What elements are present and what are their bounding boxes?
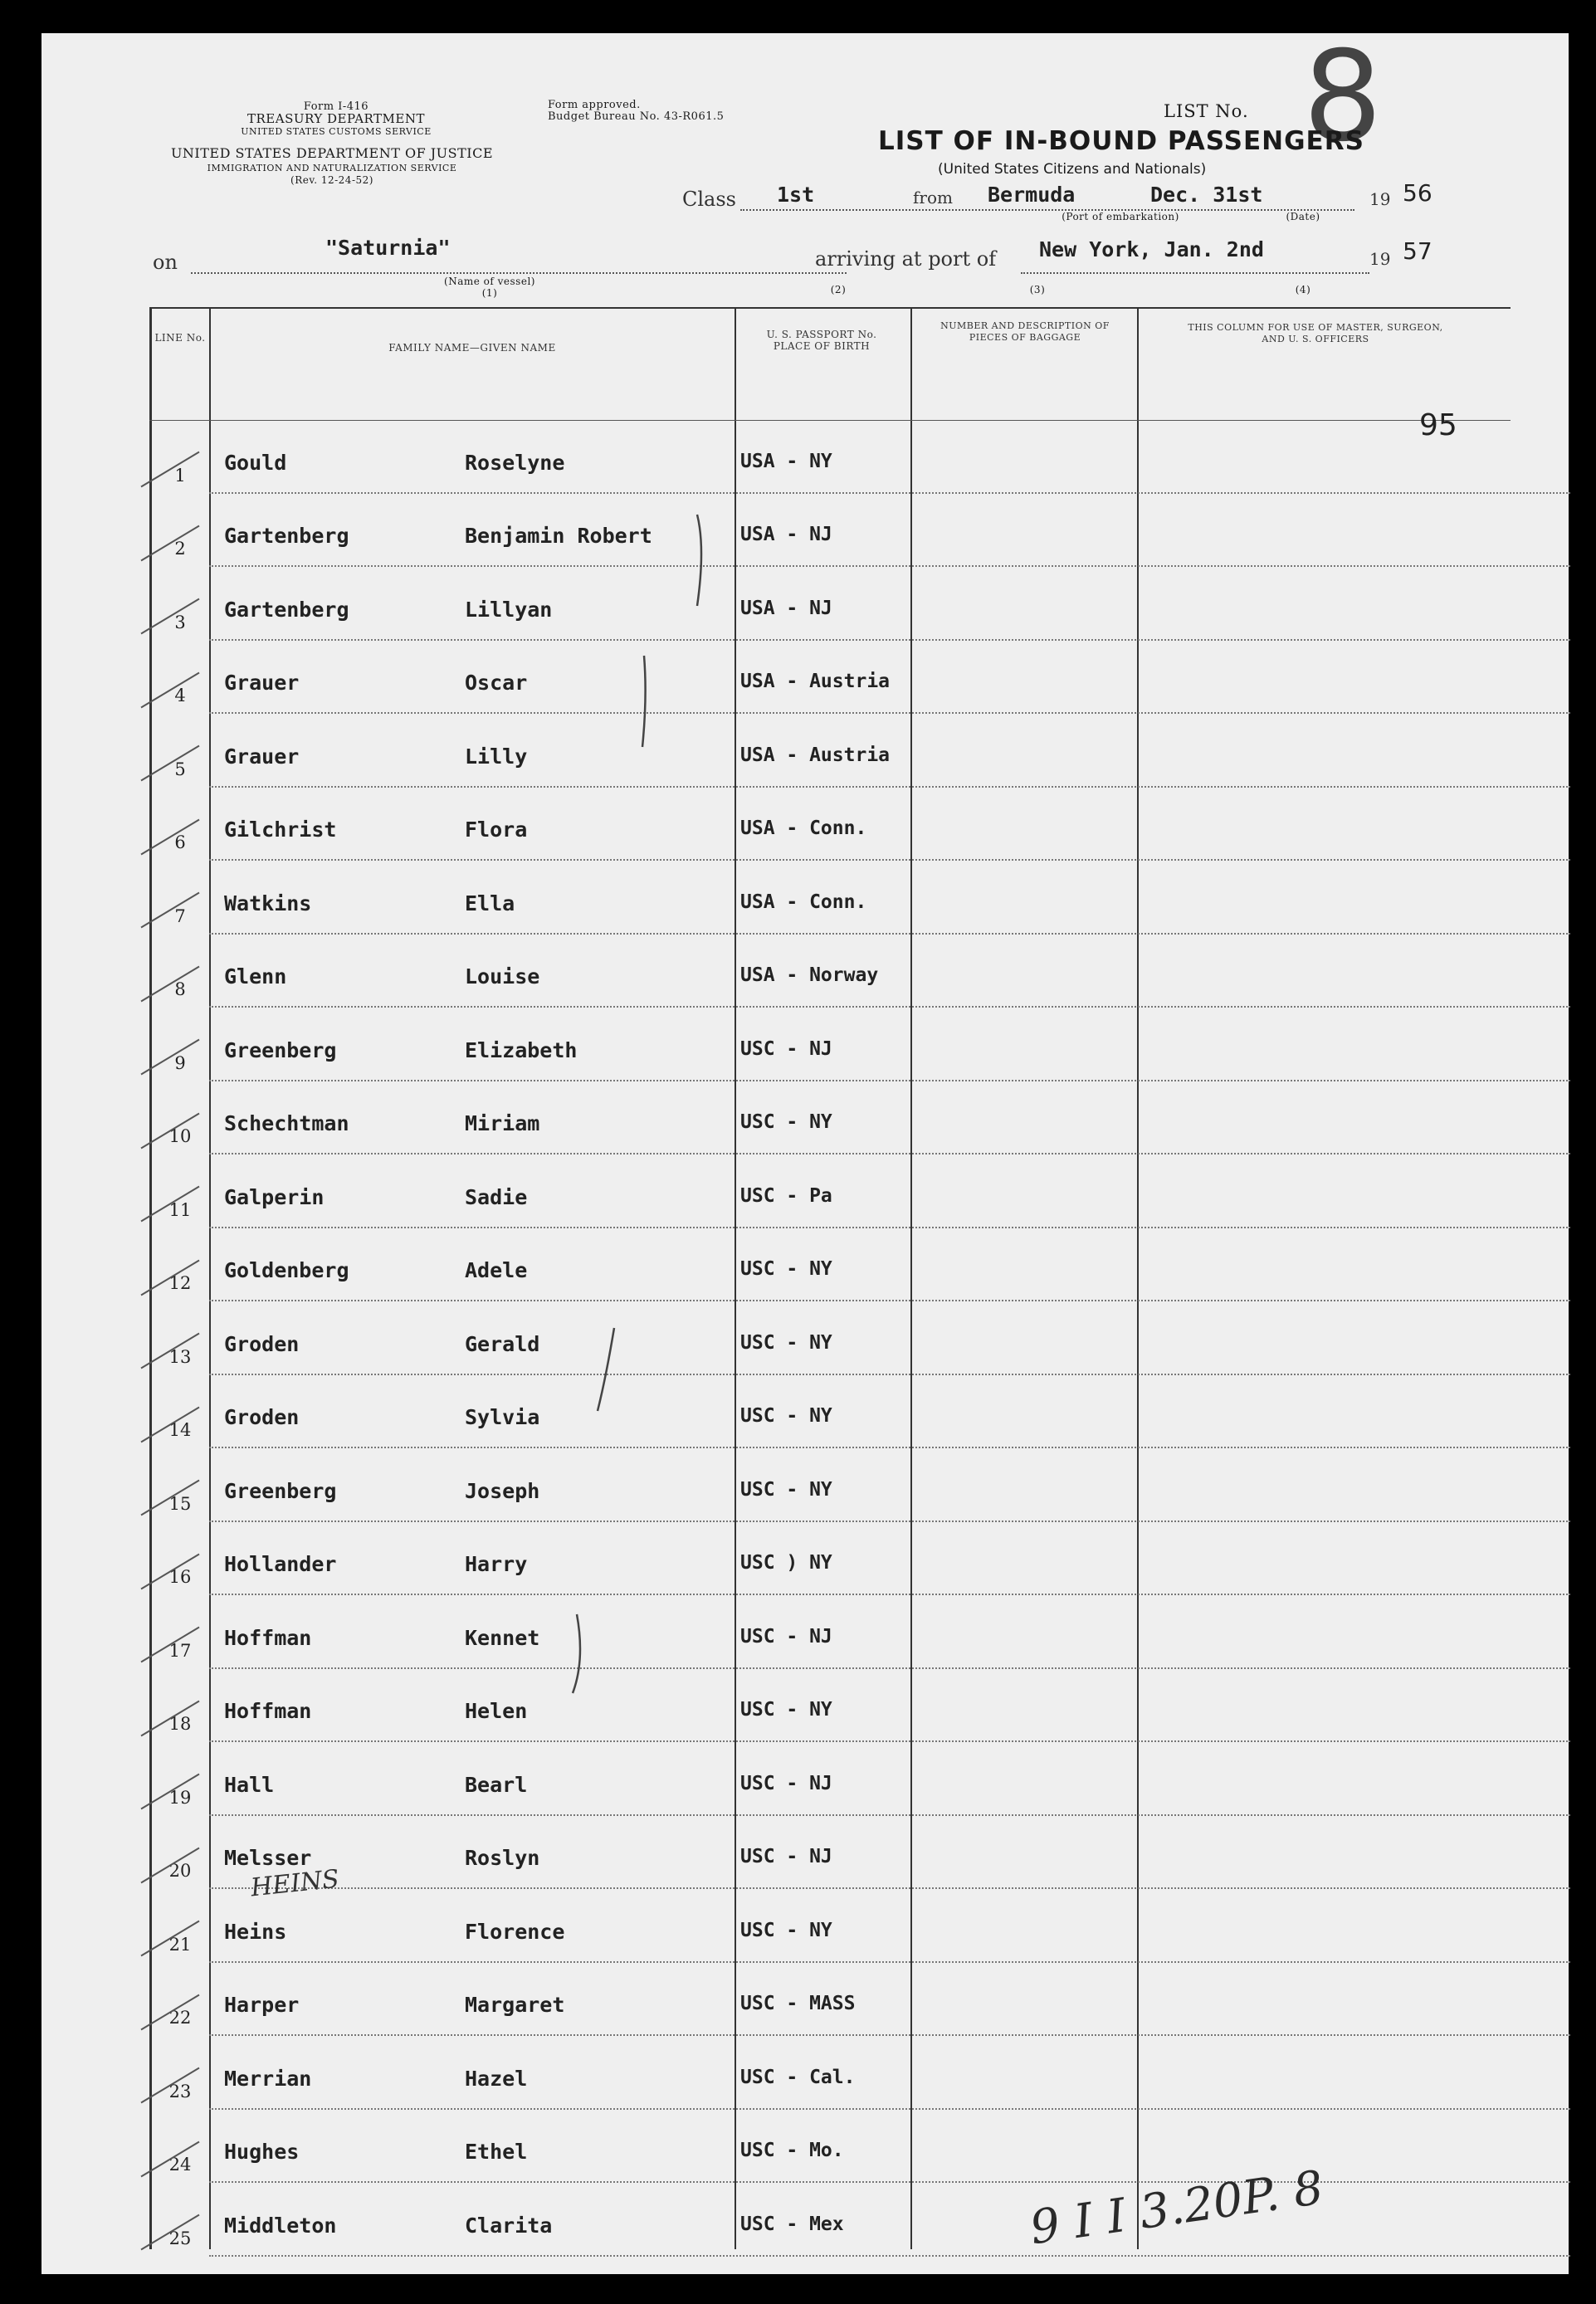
from-label: from — [913, 188, 953, 207]
arrival-year: 57 — [1403, 237, 1432, 265]
family-name: Heins — [224, 1919, 287, 1944]
place-of-birth: USC ) NY — [740, 1552, 832, 1574]
place-of-birth: USA - Austria — [740, 744, 891, 766]
port-of-embarkation: Bermuda — [988, 183, 1076, 207]
line-number: 12 — [168, 1273, 192, 1293]
line-number: 14 — [168, 1420, 192, 1440]
embarkation-date: Dec. 31st — [1150, 183, 1263, 207]
class-value: 1st — [777, 183, 815, 207]
given-name: Helen — [465, 1699, 528, 1723]
given-name: Joseph — [465, 1478, 540, 1503]
place-of-birth: USA - Norway — [740, 964, 879, 986]
line-number: 21 — [168, 1934, 192, 1955]
customs-service: UNITED STATES CUSTOMS SERVICE — [241, 126, 432, 137]
given-name: Roselyne — [465, 450, 565, 475]
line-number: 19 — [168, 1787, 192, 1808]
place-of-birth: USC - NY — [740, 1258, 832, 1280]
given-name: Sylvia — [465, 1405, 540, 1429]
line-number: 6 — [174, 832, 186, 852]
place-of-birth: USA - Conn. — [740, 891, 867, 913]
family-name: Groden — [224, 1331, 300, 1356]
place-of-birth: USC - NJ — [740, 1772, 832, 1794]
port-embark-caption: (Port of embarkation) — [1062, 211, 1179, 222]
line-number: 11 — [168, 1199, 192, 1220]
family-name: Melsser — [224, 1846, 312, 1870]
place-of-birth: USC - NY — [740, 1405, 832, 1427]
place-of-birth: USC - Mex — [740, 2213, 844, 2235]
given-name: Flora — [465, 818, 528, 842]
place-of-birth: USA - Conn. — [740, 818, 867, 839]
bracket-stroke-1 — [697, 515, 701, 606]
family-name: Gartenberg — [224, 597, 349, 622]
budget-bureau: Budget Bureau No. 43-R061.5 — [548, 110, 725, 123]
line-number: 2 — [174, 539, 186, 559]
given-name: Margaret — [465, 1993, 565, 2017]
family-name: Grauer — [224, 671, 300, 695]
line-number: 10 — [168, 1126, 192, 1146]
given-name: Gerald — [465, 1331, 540, 1356]
place-of-birth: USA - NJ — [740, 597, 832, 619]
department-of-justice: UNITED STATES DEPARTMENT OF JUSTICE — [170, 145, 494, 161]
line-number: 16 — [168, 1567, 192, 1587]
line-number: 3 — [174, 612, 186, 632]
family-name: Greenberg — [224, 1478, 337, 1503]
line-number: 9 — [174, 1052, 186, 1073]
bracket-stroke-3 — [598, 1328, 614, 1411]
list-no-label: LIST No. — [1164, 101, 1249, 121]
list-number: 8 — [1303, 25, 1383, 169]
given-name: Lillyan — [465, 597, 553, 622]
vessel-caption: (Name of vessel) — [444, 276, 535, 287]
family-name: Gould — [224, 450, 287, 475]
place-of-birth: USC - NJ — [740, 1625, 832, 1647]
line-number: 25 — [168, 2228, 192, 2248]
place-of-birth: USC - Mo. — [740, 2140, 844, 2161]
family-name: Hoffman — [224, 1699, 312, 1723]
place-of-birth: USC - NJ — [740, 1846, 832, 1867]
place-of-birth: USC - Cal. — [740, 2066, 856, 2088]
line-number: 5 — [174, 759, 186, 779]
place-of-birth: USC - NY — [740, 1331, 832, 1354]
caption-3: (3) — [1029, 284, 1046, 295]
family-name: Grauer — [224, 744, 300, 769]
on-label: on — [153, 251, 178, 274]
handwritten-tick-marks — [41, 33, 1569, 2274]
line-number: 17 — [168, 1640, 192, 1661]
vessel-name: "Saturnia" — [325, 236, 451, 260]
given-name: Florence — [465, 1919, 565, 1944]
family-name: Groden — [224, 1405, 300, 1429]
line-number: 4 — [174, 686, 186, 705]
col-head-name: FAMILY NAME—GIVEN NAME — [388, 342, 556, 354]
family-name: Merrian — [224, 2066, 312, 2091]
given-name: Adele — [465, 1258, 528, 1282]
place-of-birth: USC - NJ — [740, 1037, 832, 1060]
col-head-passport: U. S. PASSPORT No. PLACE OF BIRTH — [766, 329, 877, 352]
line-number: 18 — [168, 1714, 192, 1734]
class-label: Class — [682, 188, 736, 211]
family-name: Glenn — [224, 964, 287, 988]
arrival-port-date: New York, Jan. 2nd — [1039, 237, 1264, 261]
form-number: Form I-416 — [303, 100, 369, 113]
embarkation-year: 56 — [1403, 179, 1432, 207]
place-of-birth: USC - NY — [740, 1919, 832, 1941]
family-name: Hall — [224, 1772, 275, 1797]
col-head-officers: THIS COLUMN FOR USE OF MASTER, SURGEON, AND U. S. OFFICERS — [1188, 322, 1443, 344]
family-name: Harper — [224, 1993, 300, 2017]
immigration-service: IMMIGRATION AND NATURALIZATION SERVICE — [207, 163, 457, 173]
line-number: 20 — [168, 1861, 192, 1881]
place-of-birth: USA - NY — [740, 450, 832, 472]
line-number: 22 — [168, 2008, 192, 2028]
family-name: Galperin — [224, 1184, 325, 1209]
col-head-line-no: LINE No. — [154, 332, 206, 344]
place-of-birth: USC - NY — [740, 1699, 832, 1721]
line-number: 15 — [168, 1493, 192, 1514]
handwritten-bottom-note: 9 I I 3.20P. 8 — [1027, 2160, 1327, 2256]
family-name: Middleton — [224, 2213, 337, 2238]
year-prefix-2: 19 — [1369, 249, 1391, 269]
given-name: Ethel — [465, 2140, 528, 2164]
place-of-birth: USC - NY — [740, 1478, 832, 1501]
given-name: Clarita — [465, 2213, 553, 2238]
place-of-birth: USA - NJ — [740, 524, 832, 545]
date-caption: (Date) — [1286, 211, 1320, 222]
bracket-stroke-2 — [642, 656, 646, 747]
given-name: Ella — [465, 891, 515, 915]
family-name: Hughes — [224, 2140, 300, 2164]
corner-number: 95 — [1419, 408, 1457, 442]
form-approved: Form approved. — [548, 99, 641, 111]
family-name: Hoffman — [224, 1625, 312, 1650]
place-of-birth: USC - NY — [740, 1111, 832, 1133]
family-name: Schechtman — [224, 1111, 349, 1135]
place-of-birth: USA - Austria — [740, 671, 891, 692]
family-name: Hollander — [224, 1552, 337, 1576]
line-number: 23 — [168, 2081, 192, 2101]
family-name: Goldenberg — [224, 1258, 349, 1282]
place-of-birth: USC - Pa — [740, 1184, 832, 1207]
given-name: Elizabeth — [465, 1037, 578, 1062]
line-number: 1 — [174, 465, 186, 486]
given-name: Sadie — [465, 1184, 528, 1209]
caption-1: (1) — [481, 287, 498, 299]
line-number: 8 — [174, 979, 186, 999]
line-number: 7 — [174, 905, 186, 926]
col-head-baggage: NUMBER AND DESCRIPTION OF PIECES OF BAGGAGE — [940, 320, 1110, 343]
family-name: Gartenberg — [224, 524, 349, 548]
caption-2: (2) — [830, 284, 847, 295]
handwritten-heins-note: HEINS — [249, 1864, 341, 1903]
page-subtitle: (United States Citizens and Nationals) — [938, 161, 1207, 178]
given-name: Lilly — [465, 744, 528, 769]
given-name: Miriam — [465, 1111, 540, 1135]
treasury-department: TREASURY DEPARTMENT — [247, 111, 425, 126]
caption-4: (4) — [1295, 284, 1311, 295]
given-name: Bearl — [465, 1772, 528, 1797]
year-prefix-1: 19 — [1369, 189, 1391, 209]
passenger-manifest-sheet — [41, 25, 1569, 2274]
given-name: Kennet — [465, 1625, 540, 1650]
given-name: Roslyn — [465, 1846, 540, 1870]
arriving-label: arriving at port of — [815, 247, 997, 271]
family-name: Gilchrist — [224, 818, 337, 842]
given-name: Oscar — [465, 671, 528, 695]
page-title: LIST OF IN-BOUND PASSENGERS — [878, 126, 1364, 156]
given-name: Hazel — [465, 2066, 528, 2091]
bracket-stroke-4 — [573, 1614, 580, 1693]
line-number: 13 — [168, 1346, 192, 1367]
family-name: Greenberg — [224, 1037, 337, 1062]
revision-date: (Rev. 12-24-52) — [290, 174, 373, 186]
place-of-birth: USC - MASS — [740, 1993, 856, 2014]
given-name: Harry — [465, 1552, 528, 1576]
given-name: Benjamin Robert — [465, 524, 652, 548]
family-name: Watkins — [224, 891, 312, 915]
line-number: 24 — [168, 2155, 192, 2175]
given-name: Louise — [465, 964, 540, 988]
